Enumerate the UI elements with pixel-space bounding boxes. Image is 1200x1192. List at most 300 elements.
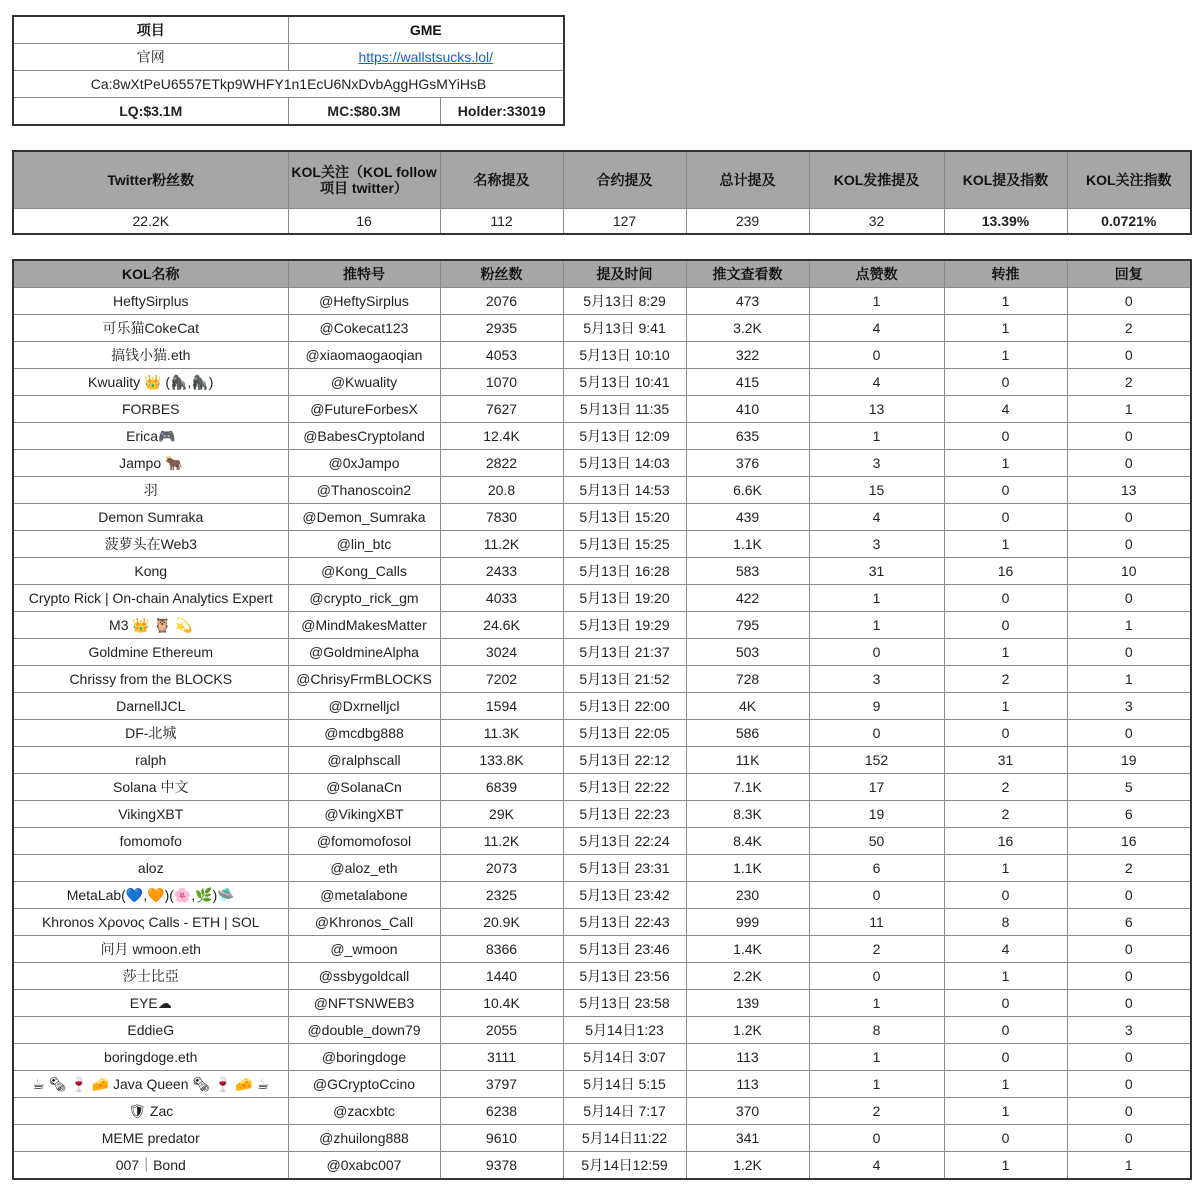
kol-name: FORBES	[13, 396, 288, 423]
follower-count: 9378	[440, 1152, 563, 1180]
twitter-handle: @boringdoge	[288, 1044, 440, 1071]
like-count: 6	[809, 855, 944, 882]
table-row	[13, 612, 1191, 639]
market-cap-value: MC:$80.3M	[288, 98, 440, 126]
like-count: 0	[809, 1125, 944, 1152]
twitter-handle: @SolanaCn	[288, 774, 440, 801]
twitter-handle: @Thanoscoin2	[288, 477, 440, 504]
like-count: 4	[809, 369, 944, 396]
mention-time: 5月14日 5:15	[563, 1071, 686, 1098]
kol-name: MEME predator	[13, 1125, 288, 1152]
kol-name: ralph	[13, 747, 288, 774]
twitter-handle: @crypto_rick_gm	[288, 585, 440, 612]
retweet-count: 1	[944, 1098, 1067, 1125]
kol-header: 推特号	[288, 260, 440, 288]
retweet-count: 4	[944, 936, 1067, 963]
kol-name: Kong	[13, 558, 288, 585]
kol-name: 搞钱小猫.eth	[13, 342, 288, 369]
like-count: 1	[809, 288, 944, 315]
twitter-handle: @HeftySirplus	[288, 288, 440, 315]
kol-name: boringdoge.eth	[13, 1044, 288, 1071]
like-count: 0	[809, 342, 944, 369]
view-count: 439	[686, 504, 809, 531]
kol-name: M3 👑 🦉 💫	[13, 612, 288, 639]
kol-name: 007｜Bond	[13, 1152, 288, 1180]
mention-time: 5月13日 23:42	[563, 882, 686, 909]
retweet-count: 1	[944, 693, 1067, 720]
follower-count: 2433	[440, 558, 563, 585]
kol-name: HeftySirplus	[13, 288, 288, 315]
reply-count: 0	[1067, 1071, 1191, 1098]
stats-value: 112	[440, 209, 563, 235]
reply-count: 0	[1067, 288, 1191, 315]
table-row	[13, 1125, 1191, 1152]
table-row	[13, 396, 1191, 423]
mention-time: 5月14日11:22	[563, 1125, 686, 1152]
table-row	[13, 639, 1191, 666]
mention-time: 5月13日 22:43	[563, 909, 686, 936]
website-link[interactable]: https://wallstsucks.lol/	[358, 49, 494, 65]
reply-count: 0	[1067, 639, 1191, 666]
table-row	[13, 585, 1191, 612]
kol-name: Solana 中文	[13, 774, 288, 801]
view-count: 230	[686, 882, 809, 909]
view-count: 1.2K	[686, 1152, 809, 1180]
table-row	[13, 720, 1191, 747]
mention-time: 5月13日 23:31	[563, 855, 686, 882]
mention-time: 5月13日 22:05	[563, 720, 686, 747]
table-row	[13, 288, 1191, 315]
stats-header: KOL发推提及	[809, 151, 944, 209]
kol-name: 🛡 Zac	[13, 1098, 288, 1125]
follower-count: 1594	[440, 693, 563, 720]
table-row	[13, 936, 1191, 963]
mention-time: 5月13日 23:58	[563, 990, 686, 1017]
mention-time: 5月14日12:59	[563, 1152, 686, 1180]
table-row	[13, 882, 1191, 909]
follower-count: 20.9K	[440, 909, 563, 936]
follower-count: 1440	[440, 963, 563, 990]
project-header-label: 项目	[13, 16, 288, 44]
kol-table-body	[13, 288, 1191, 1180]
follower-count: 11.3K	[440, 720, 563, 747]
twitter-handle: @Dxrnelljcl	[288, 693, 440, 720]
table-row	[13, 450, 1191, 477]
mention-time: 5月13日 14:53	[563, 477, 686, 504]
like-count: 2	[809, 1098, 944, 1125]
twitter-handle: @BabesCryptoland	[288, 423, 440, 450]
mention-time: 5月13日 22:22	[563, 774, 686, 801]
project-header-value: GME	[288, 16, 564, 44]
view-count: 7.1K	[686, 774, 809, 801]
reply-count: 13	[1067, 477, 1191, 504]
kol-name: VikingXBT	[13, 801, 288, 828]
reply-count: 0	[1067, 423, 1191, 450]
view-count: 376	[686, 450, 809, 477]
like-count: 9	[809, 693, 944, 720]
stats-value: 32	[809, 209, 944, 235]
like-count: 17	[809, 774, 944, 801]
follower-count: 7627	[440, 396, 563, 423]
kol-name: Kwuality 👑 (🦍,🦍)	[13, 369, 288, 396]
view-count: 415	[686, 369, 809, 396]
mention-time: 5月13日 23:46	[563, 936, 686, 963]
table-row	[13, 747, 1191, 774]
kol-header-row	[13, 260, 1191, 288]
kol-header: 回复	[1067, 260, 1191, 288]
twitter-handle: @lin_btc	[288, 531, 440, 558]
follower-count: 20.8	[440, 477, 563, 504]
follower-count: 2076	[440, 288, 563, 315]
reply-count: 0	[1067, 450, 1191, 477]
like-count: 13	[809, 396, 944, 423]
like-count: 4	[809, 1152, 944, 1180]
kol-name: Jampo 🐂	[13, 450, 288, 477]
retweet-count: 0	[944, 423, 1067, 450]
mention-time: 5月13日 23:56	[563, 963, 686, 990]
view-count: 8.4K	[686, 828, 809, 855]
follower-count: 3111	[440, 1044, 563, 1071]
kol-name: EYE☁	[13, 990, 288, 1017]
table-row	[13, 801, 1191, 828]
kol-name: 菠萝头在Web3	[13, 531, 288, 558]
mention-time: 5月13日 15:25	[563, 531, 686, 558]
reply-count: 0	[1067, 1125, 1191, 1152]
table-row	[13, 504, 1191, 531]
table-row	[13, 666, 1191, 693]
twitter-handle: @GCryptoCcino	[288, 1071, 440, 1098]
retweet-count: 1	[944, 639, 1067, 666]
view-count: 1.1K	[686, 531, 809, 558]
follower-count: 10.4K	[440, 990, 563, 1017]
view-count: 422	[686, 585, 809, 612]
kol-header: 点赞数	[809, 260, 944, 288]
mention-time: 5月13日 11:35	[563, 396, 686, 423]
like-count: 1	[809, 423, 944, 450]
stats-header: 总计提及	[686, 151, 809, 209]
retweet-count: 4	[944, 396, 1067, 423]
table-row	[13, 693, 1191, 720]
like-count: 31	[809, 558, 944, 585]
table-row	[13, 990, 1191, 1017]
mention-time: 5月13日 15:20	[563, 504, 686, 531]
reply-count: 0	[1067, 585, 1191, 612]
retweet-count: 1	[944, 288, 1067, 315]
retweet-count: 0	[944, 477, 1067, 504]
stats-header-row	[13, 151, 1191, 209]
like-count: 1	[809, 1071, 944, 1098]
twitter-handle: @0xJampo	[288, 450, 440, 477]
table-row	[13, 369, 1191, 396]
like-count: 1	[809, 612, 944, 639]
view-count: 410	[686, 396, 809, 423]
stats-value: 239	[686, 209, 809, 235]
reply-count: 6	[1067, 909, 1191, 936]
follower-count: 11.2K	[440, 531, 563, 558]
twitter-handle: @xiaomaogaoqian	[288, 342, 440, 369]
retweet-count: 1	[944, 963, 1067, 990]
kol-name: Chrissy from the BLOCKS	[13, 666, 288, 693]
table-row	[13, 828, 1191, 855]
kol-name: fomomofo	[13, 828, 288, 855]
mention-time: 5月13日 21:37	[563, 639, 686, 666]
retweet-count: 0	[944, 1017, 1067, 1044]
view-count: 586	[686, 720, 809, 747]
mention-time: 5月13日 16:28	[563, 558, 686, 585]
twitter-handle: @ralphscall	[288, 747, 440, 774]
twitter-handle: @FutureForbesX	[288, 396, 440, 423]
mention-time: 5月13日 9:41	[563, 315, 686, 342]
retweet-count: 0	[944, 990, 1067, 1017]
like-count: 3	[809, 666, 944, 693]
stats-header: KOL关注（KOL follow 项目 twitter）	[288, 151, 440, 209]
retweet-count: 0	[944, 720, 1067, 747]
table-row	[13, 423, 1191, 450]
follower-count: 12.4K	[440, 423, 563, 450]
kol-header: KOL名称	[13, 260, 288, 288]
kol-table	[12, 259, 1192, 1180]
table-row	[13, 315, 1191, 342]
like-count: 2	[809, 936, 944, 963]
twitter-handle: @GoldmineAlpha	[288, 639, 440, 666]
kol-header: 粉丝数	[440, 260, 563, 288]
like-count: 3	[809, 450, 944, 477]
stats-value-row	[13, 209, 1191, 235]
mention-time: 5月13日 8:29	[563, 288, 686, 315]
mention-time: 5月13日 10:10	[563, 342, 686, 369]
like-count: 50	[809, 828, 944, 855]
reply-count: 5	[1067, 774, 1191, 801]
kol-name: DarnellJCL	[13, 693, 288, 720]
contract-address: Ca:8wXtPeU6557ETkp9WHFY1n1EcU6NxDvbAggHGsMYiHsB	[13, 71, 564, 98]
twitter-handle: @zacxbtc	[288, 1098, 440, 1125]
stats-header: KOL关注指数	[1067, 151, 1191, 209]
view-count: 583	[686, 558, 809, 585]
table-row	[13, 1044, 1191, 1071]
view-count: 8.3K	[686, 801, 809, 828]
like-count: 3	[809, 531, 944, 558]
kol-name: Goldmine Ethereum	[13, 639, 288, 666]
like-count: 0	[809, 639, 944, 666]
like-count: 1	[809, 585, 944, 612]
reply-count: 16	[1067, 828, 1191, 855]
reply-count: 19	[1067, 747, 1191, 774]
reply-count: 0	[1067, 963, 1191, 990]
retweet-count: 0	[944, 612, 1067, 639]
reply-count: 2	[1067, 315, 1191, 342]
table-row	[13, 558, 1191, 585]
mention-time: 5月14日 7:17	[563, 1098, 686, 1125]
view-count: 4K	[686, 693, 809, 720]
reply-count: 0	[1067, 342, 1191, 369]
stats-header: KOL提及指数	[944, 151, 1067, 209]
twitter-handle: @ssbygoldcall	[288, 963, 440, 990]
twitter-handle: @Kong_Calls	[288, 558, 440, 585]
project-info-table	[12, 15, 565, 126]
twitter-handle: @aloz_eth	[288, 855, 440, 882]
kol-name: ☕ 🗞 🍷 🧀 Java Queen 🗞 🍷 🧀 ☕	[13, 1071, 288, 1098]
table-row	[13, 342, 1191, 369]
mention-time: 5月13日 22:00	[563, 693, 686, 720]
twitter-handle: @_wmoon	[288, 936, 440, 963]
view-count: 139	[686, 990, 809, 1017]
follower-count: 3797	[440, 1071, 563, 1098]
retweet-count: 0	[944, 882, 1067, 909]
kol-name: 羽	[13, 477, 288, 504]
follower-count: 7830	[440, 504, 563, 531]
retweet-count: 16	[944, 558, 1067, 585]
retweet-count: 0	[944, 504, 1067, 531]
reply-count: 1	[1067, 396, 1191, 423]
kol-name: EddieG	[13, 1017, 288, 1044]
retweet-count: 1	[944, 531, 1067, 558]
kol-name: DF-北城	[13, 720, 288, 747]
like-count: 15	[809, 477, 944, 504]
table-row	[13, 909, 1191, 936]
holder-count: Holder:33019	[440, 98, 564, 126]
follower-count: 4033	[440, 585, 563, 612]
reply-count: 0	[1067, 1098, 1191, 1125]
reply-count: 0	[1067, 882, 1191, 909]
view-count: 1.4K	[686, 936, 809, 963]
follower-count: 4053	[440, 342, 563, 369]
follower-count: 6839	[440, 774, 563, 801]
kol-name: MetaLab(💙,🧡)(🌸,🌿)🛸	[13, 882, 288, 909]
table-row	[13, 855, 1191, 882]
reply-count: 10	[1067, 558, 1191, 585]
follower-count: 1070	[440, 369, 563, 396]
retweet-count: 1	[944, 315, 1067, 342]
follower-count: 2822	[440, 450, 563, 477]
liquidity-value: LQ:$3.1M	[13, 98, 288, 126]
stats-header: 名称提及	[440, 151, 563, 209]
view-count: 795	[686, 612, 809, 639]
view-count: 370	[686, 1098, 809, 1125]
kol-name: Crypto Rick | On-chain Analytics Expert	[13, 585, 288, 612]
follower-count: 2325	[440, 882, 563, 909]
retweet-count: 2	[944, 666, 1067, 693]
reply-count: 0	[1067, 504, 1191, 531]
mention-time: 5月13日 14:03	[563, 450, 686, 477]
stats-header: 合约提及	[563, 151, 686, 209]
twitter-handle: @Khronos_Call	[288, 909, 440, 936]
retweet-count: 2	[944, 801, 1067, 828]
mention-time: 5月13日 21:52	[563, 666, 686, 693]
twitter-handle: @Demon_Sumraka	[288, 504, 440, 531]
retweet-count: 1	[944, 342, 1067, 369]
reply-count: 1	[1067, 1152, 1191, 1180]
twitter-handle: @Kwuality	[288, 369, 440, 396]
like-count: 1	[809, 990, 944, 1017]
kol-name: Erica🎮	[13, 423, 288, 450]
view-count: 113	[686, 1071, 809, 1098]
twitter-handle: @MindMakesMatter	[288, 612, 440, 639]
stats-value: 13.39%	[944, 209, 1067, 235]
table-row	[13, 774, 1191, 801]
reply-count: 0	[1067, 990, 1191, 1017]
twitter-handle: @zhuilong888	[288, 1125, 440, 1152]
stats-value: 22.2K	[13, 209, 288, 235]
like-count: 8	[809, 1017, 944, 1044]
reply-count: 0	[1067, 936, 1191, 963]
like-count: 4	[809, 315, 944, 342]
view-count: 999	[686, 909, 809, 936]
reply-count: 2	[1067, 855, 1191, 882]
table-row	[13, 1017, 1191, 1044]
view-count: 322	[686, 342, 809, 369]
table-row	[13, 477, 1191, 504]
stats-value: 127	[563, 209, 686, 235]
reply-count: 3	[1067, 1017, 1191, 1044]
table-row	[13, 963, 1191, 990]
view-count: 728	[686, 666, 809, 693]
reply-count: 0	[1067, 720, 1191, 747]
retweet-count: 1	[944, 450, 1067, 477]
mention-time: 5月13日 22:23	[563, 801, 686, 828]
kol-name: 可乐猫CokeCat	[13, 315, 288, 342]
website-label: 官网	[13, 44, 288, 71]
mention-time: 5月14日1:23	[563, 1017, 686, 1044]
like-count: 4	[809, 504, 944, 531]
follower-count: 133.8K	[440, 747, 563, 774]
retweet-count: 1	[944, 1071, 1067, 1098]
website-cell	[288, 44, 564, 71]
like-count: 11	[809, 909, 944, 936]
twitter-handle: @VikingXBT	[288, 801, 440, 828]
table-row	[13, 1152, 1191, 1180]
like-count: 19	[809, 801, 944, 828]
view-count: 113	[686, 1044, 809, 1071]
twitter-handle: @Cokecat123	[288, 315, 440, 342]
retweet-count: 0	[944, 1125, 1067, 1152]
follower-count: 29K	[440, 801, 563, 828]
stats-header: Twitter粉丝数	[13, 151, 288, 209]
twitter-handle: @fomomofosol	[288, 828, 440, 855]
follower-count: 3024	[440, 639, 563, 666]
retweet-count: 1	[944, 1152, 1067, 1180]
mention-time: 5月14日 3:07	[563, 1044, 686, 1071]
view-count: 3.2K	[686, 315, 809, 342]
reply-count: 3	[1067, 693, 1191, 720]
like-count: 0	[809, 882, 944, 909]
view-count: 635	[686, 423, 809, 450]
like-count: 0	[809, 963, 944, 990]
retweet-count: 0	[944, 1044, 1067, 1071]
view-count: 2.2K	[686, 963, 809, 990]
stats-value: 0.0721%	[1067, 209, 1191, 235]
kol-name: 问月 wmoon.eth	[13, 936, 288, 963]
kol-header: 提及时间	[563, 260, 686, 288]
reply-count: 1	[1067, 612, 1191, 639]
follower-count: 2055	[440, 1017, 563, 1044]
kol-header: 推文查看数	[686, 260, 809, 288]
table-row	[13, 531, 1191, 558]
follower-count: 6238	[440, 1098, 563, 1125]
mention-time: 5月13日 12:09	[563, 423, 686, 450]
kol-name: Demon Sumraka	[13, 504, 288, 531]
like-count: 152	[809, 747, 944, 774]
kol-name: aloz	[13, 855, 288, 882]
reply-count: 0	[1067, 1044, 1191, 1071]
view-count: 503	[686, 639, 809, 666]
view-count: 1.2K	[686, 1017, 809, 1044]
retweet-count: 2	[944, 774, 1067, 801]
mention-time: 5月13日 19:20	[563, 585, 686, 612]
follower-count: 2935	[440, 315, 563, 342]
reply-count: 6	[1067, 801, 1191, 828]
retweet-count: 16	[944, 828, 1067, 855]
view-count: 1.1K	[686, 855, 809, 882]
